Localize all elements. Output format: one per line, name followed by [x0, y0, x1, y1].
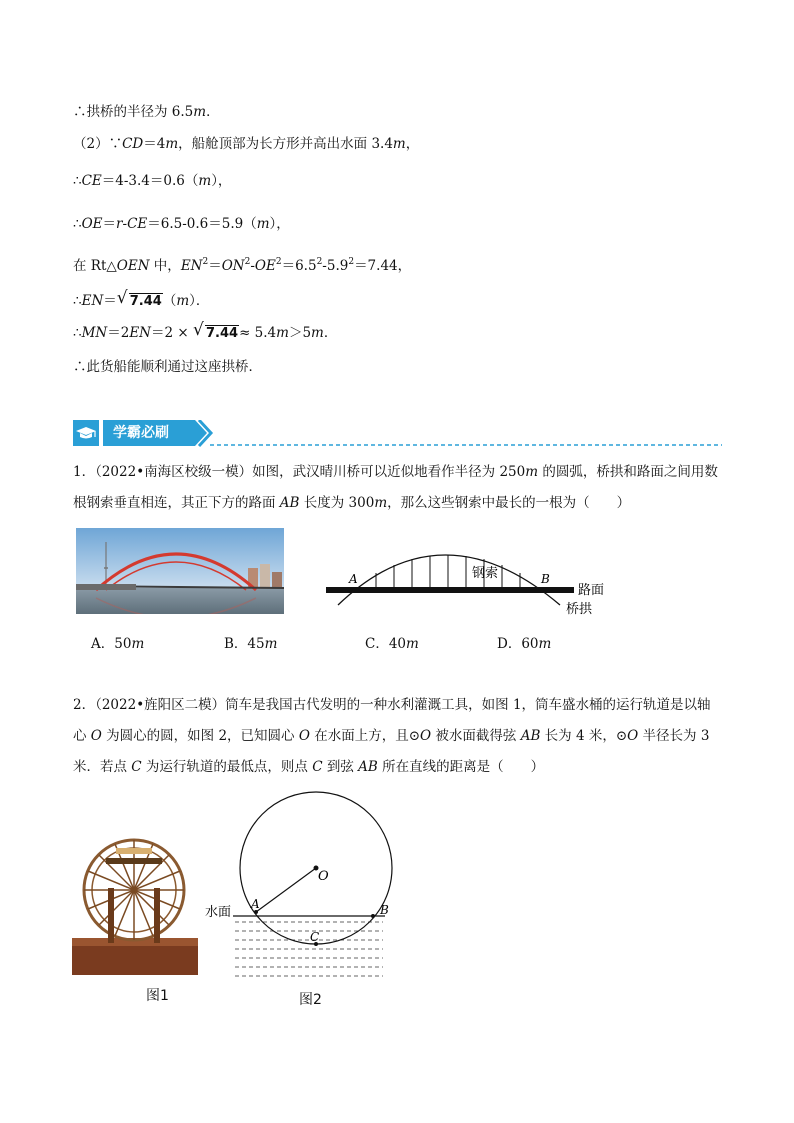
- point-o-label: O: [318, 869, 329, 884]
- section-title: 学霸必刷: [103, 420, 191, 446]
- figure-1-caption: 图1: [146, 988, 169, 1004]
- circle-diagram: [205, 790, 395, 980]
- bridge-photo: [76, 528, 284, 614]
- solution-en: ∴EN＝ √ 7.44（m）．: [73, 288, 210, 309]
- water-surface-label: 水面: [205, 905, 232, 920]
- cable-label: 钢索: [472, 566, 499, 581]
- dashed-rule: [210, 443, 722, 447]
- option-d[interactable]: D．60m: [497, 636, 552, 652]
- point-a-label: A: [349, 572, 358, 586]
- figure-2-caption: 图2: [299, 992, 322, 1008]
- sqrt-expression: √ 7.44: [116, 288, 162, 309]
- graduation-cap-icon: [73, 420, 99, 446]
- point-c-label: C: [310, 930, 320, 944]
- question-1-text: 1．（2022•南海区校级一模）如图，武汉晴川桥可以近似地看作半径为 250m 的圆弧，桥拱和路面之间用数根钢索垂直相连，其正下方的路面 AB 长度为 300m，那么这些钢索中最长的一根为（ ）: [73, 464, 718, 511]
- solution-pythagoras: 在 Rt△OEN 中，$EN^2=ON^2-OE^2=6.5^2-5.9^2=7.44$，: [73, 257, 412, 274]
- arch-label: 桥拱: [566, 602, 593, 617]
- point-b-label: B: [380, 903, 389, 917]
- question-2-text: 2．（2022•旌阳区二模）筒车是我国古代发明的一种水利灌溉工具，如图 1，筒车盛水桶的运行轨道是以轴心 O 为圆心的圆，如图 2，已知圆心 O 在水面上方，且⊙O 被水面截得弦 AB 长为 4 米，⊙O 半径长为 3 米．若点 C 为运行轨道的最低点，则点 C 到弦 AB 所在直线的距离是（ ）: [73, 697, 711, 775]
- option-b[interactable]: B．45m: [224, 636, 278, 652]
- road-label: 路面: [578, 583, 605, 598]
- bridge-diagram: [320, 545, 620, 620]
- point-b-label: B: [541, 572, 550, 586]
- solution-radius: ∴拱桥的半径为 6.5m．: [73, 104, 220, 120]
- sqrt-expression: √ 7.44: [192, 320, 239, 341]
- solution-conclusion: ∴此货船能顺利通过这座拱桥．: [73, 359, 262, 375]
- point-a-label: A: [251, 897, 260, 911]
- solution-mn: ∴MN＝2EN＝2 × √ 7.44≈ 5.4m＞5m．: [73, 320, 338, 341]
- solution-cd: （2）∵CD＝4m，船舱顶部为长方形并高出水面 3.4m，: [73, 136, 420, 152]
- solution-oe: ∴OE＝r-CE＝6.5-0.6＝5.9（m），: [73, 216, 290, 232]
- option-c[interactable]: C．40m: [365, 636, 419, 652]
- option-a[interactable]: A．50m: [91, 636, 145, 652]
- solution-ce: ∴CE＝4-3.4＝0.6（m），: [73, 173, 232, 189]
- water-wheel-photo: [72, 828, 198, 975]
